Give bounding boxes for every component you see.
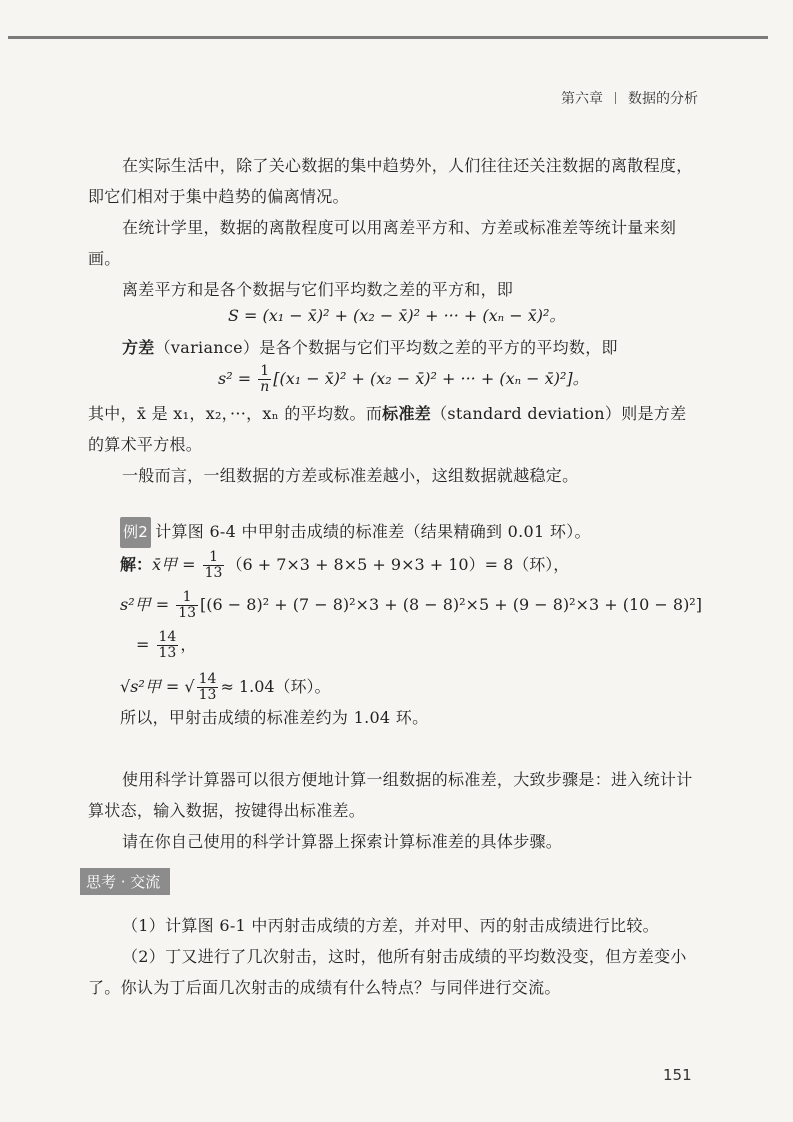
think-discuss-badge: 思考 · 交流 <box>80 868 170 895</box>
formula-variance <box>218 364 589 395</box>
solution-variance-result: = $\frac{14}{13}$ ， <box>136 629 197 661</box>
chapter-number: 第六章 <box>561 91 603 107</box>
variance-calc-fraction: $\frac{1}{13}$ <box>178 589 197 621</box>
term-variance: 方差 <box>122 338 155 357</box>
term-standard-deviation: 标准差 <box>382 404 432 423</box>
top-rule <box>8 36 768 39</box>
variance-result-fraction: $\frac{14}{13}$ <box>158 629 177 661</box>
std-fraction: $\frac{14}{13}$ <box>198 671 217 703</box>
paragraph-dispersion: 在统计学里，数据的离散程度可以用离差平方和、方差或标准差等统计量来刻画。 <box>88 218 677 268</box>
solution-label: 解： <box>120 555 153 574</box>
paragraph-std-definition: 其中，x̄ 是 x₁，x₂，···，xₙ 的平均数。而标准差（standard deviation）则是方差的算术平方根。 <box>88 404 687 454</box>
paragraph-intro: 在实际生活中，除了关心数据的集中趋势外，人们往往还关注数据的离散程度，即它们相对于集中趋势的偏离情况。 <box>88 156 693 206</box>
solution-conclusion: 所以，甲射击成绩的标准差约为 1.04 环。 <box>120 708 429 727</box>
variance-fraction: $\frac{1}{n}$ <box>260 363 270 395</box>
solution-variance: s²甲 = $\frac{1}{13}$ [(6 − 8)² + (7 − 8)²×3 + (8 − 8)²×5 + (9 − 8)²×3 + (10 − 8)²] <box>120 589 702 621</box>
variance-lhs: s² = <box>218 369 257 388</box>
paragraph-stability: 一般而言，一组数据的方差或标准差越小，这组数据就越稳定。 <box>122 466 579 485</box>
example-badge: 例2 <box>120 517 151 548</box>
formula-deviation-sum: S = (x₁ − x̄)² + (x₂ − x̄)² + ··· + (xₙ − x̄)²。 <box>228 306 566 325</box>
paragraph-deviation-sum: 离差平方和是各个数据与它们平均数之差的平方和，即 <box>122 280 514 299</box>
example-question: 计算图 6-4 中甲射击成绩的标准差（结果精确到 0.01 环）。 <box>155 522 591 541</box>
example-title <box>120 516 700 548</box>
header-separator <box>615 92 616 104</box>
question-2: （2）丁又进行了几次射击，这时，他所有射击成绩的平均数没变，但方差变小了。你认为丁后面几次射击的成绩有什么特点？与同伴进行交流。 <box>88 947 687 997</box>
solution-mean: 解：x̄甲 = $\frac{1}{13}$ （6 + 7×3 + 8×5 + 9×3 + 10）= 8（环）， <box>120 549 570 581</box>
page-number: 151 <box>663 1066 692 1084</box>
question-1: （1）计算图 6-1 中丙射击成绩的方差，并对甲、丙的射击成绩进行比较。 <box>122 916 659 935</box>
paragraph-calculator-explore: 请在你自己使用的科学计算器上探索计算标准差的具体步骤。 <box>122 832 563 851</box>
paragraph-calculator: 使用科学计算器可以很方便地计算一组数据的标准差，大致步骤是：进入统计计算状态，输入数据，按键得出标准差。 <box>88 770 693 820</box>
paragraph-variance <box>88 332 694 363</box>
solution-std: √s²甲 = √ $\frac{14}{13}$ ≈ 1.04（环）。 <box>120 671 331 703</box>
mean-fraction: $\frac{1}{13}$ <box>204 549 223 581</box>
chapter-header <box>561 88 698 108</box>
variance-rhs: [(x₁ − x̄)² + (x₂ − x̄)² + ··· + (xₙ − x̄)²]。 <box>273 369 589 388</box>
variance-definition: （variance）是各个数据与它们平均数之差的平方的平均数，即 <box>154 338 618 357</box>
chapter-title: 数据的分析 <box>628 91 698 107</box>
